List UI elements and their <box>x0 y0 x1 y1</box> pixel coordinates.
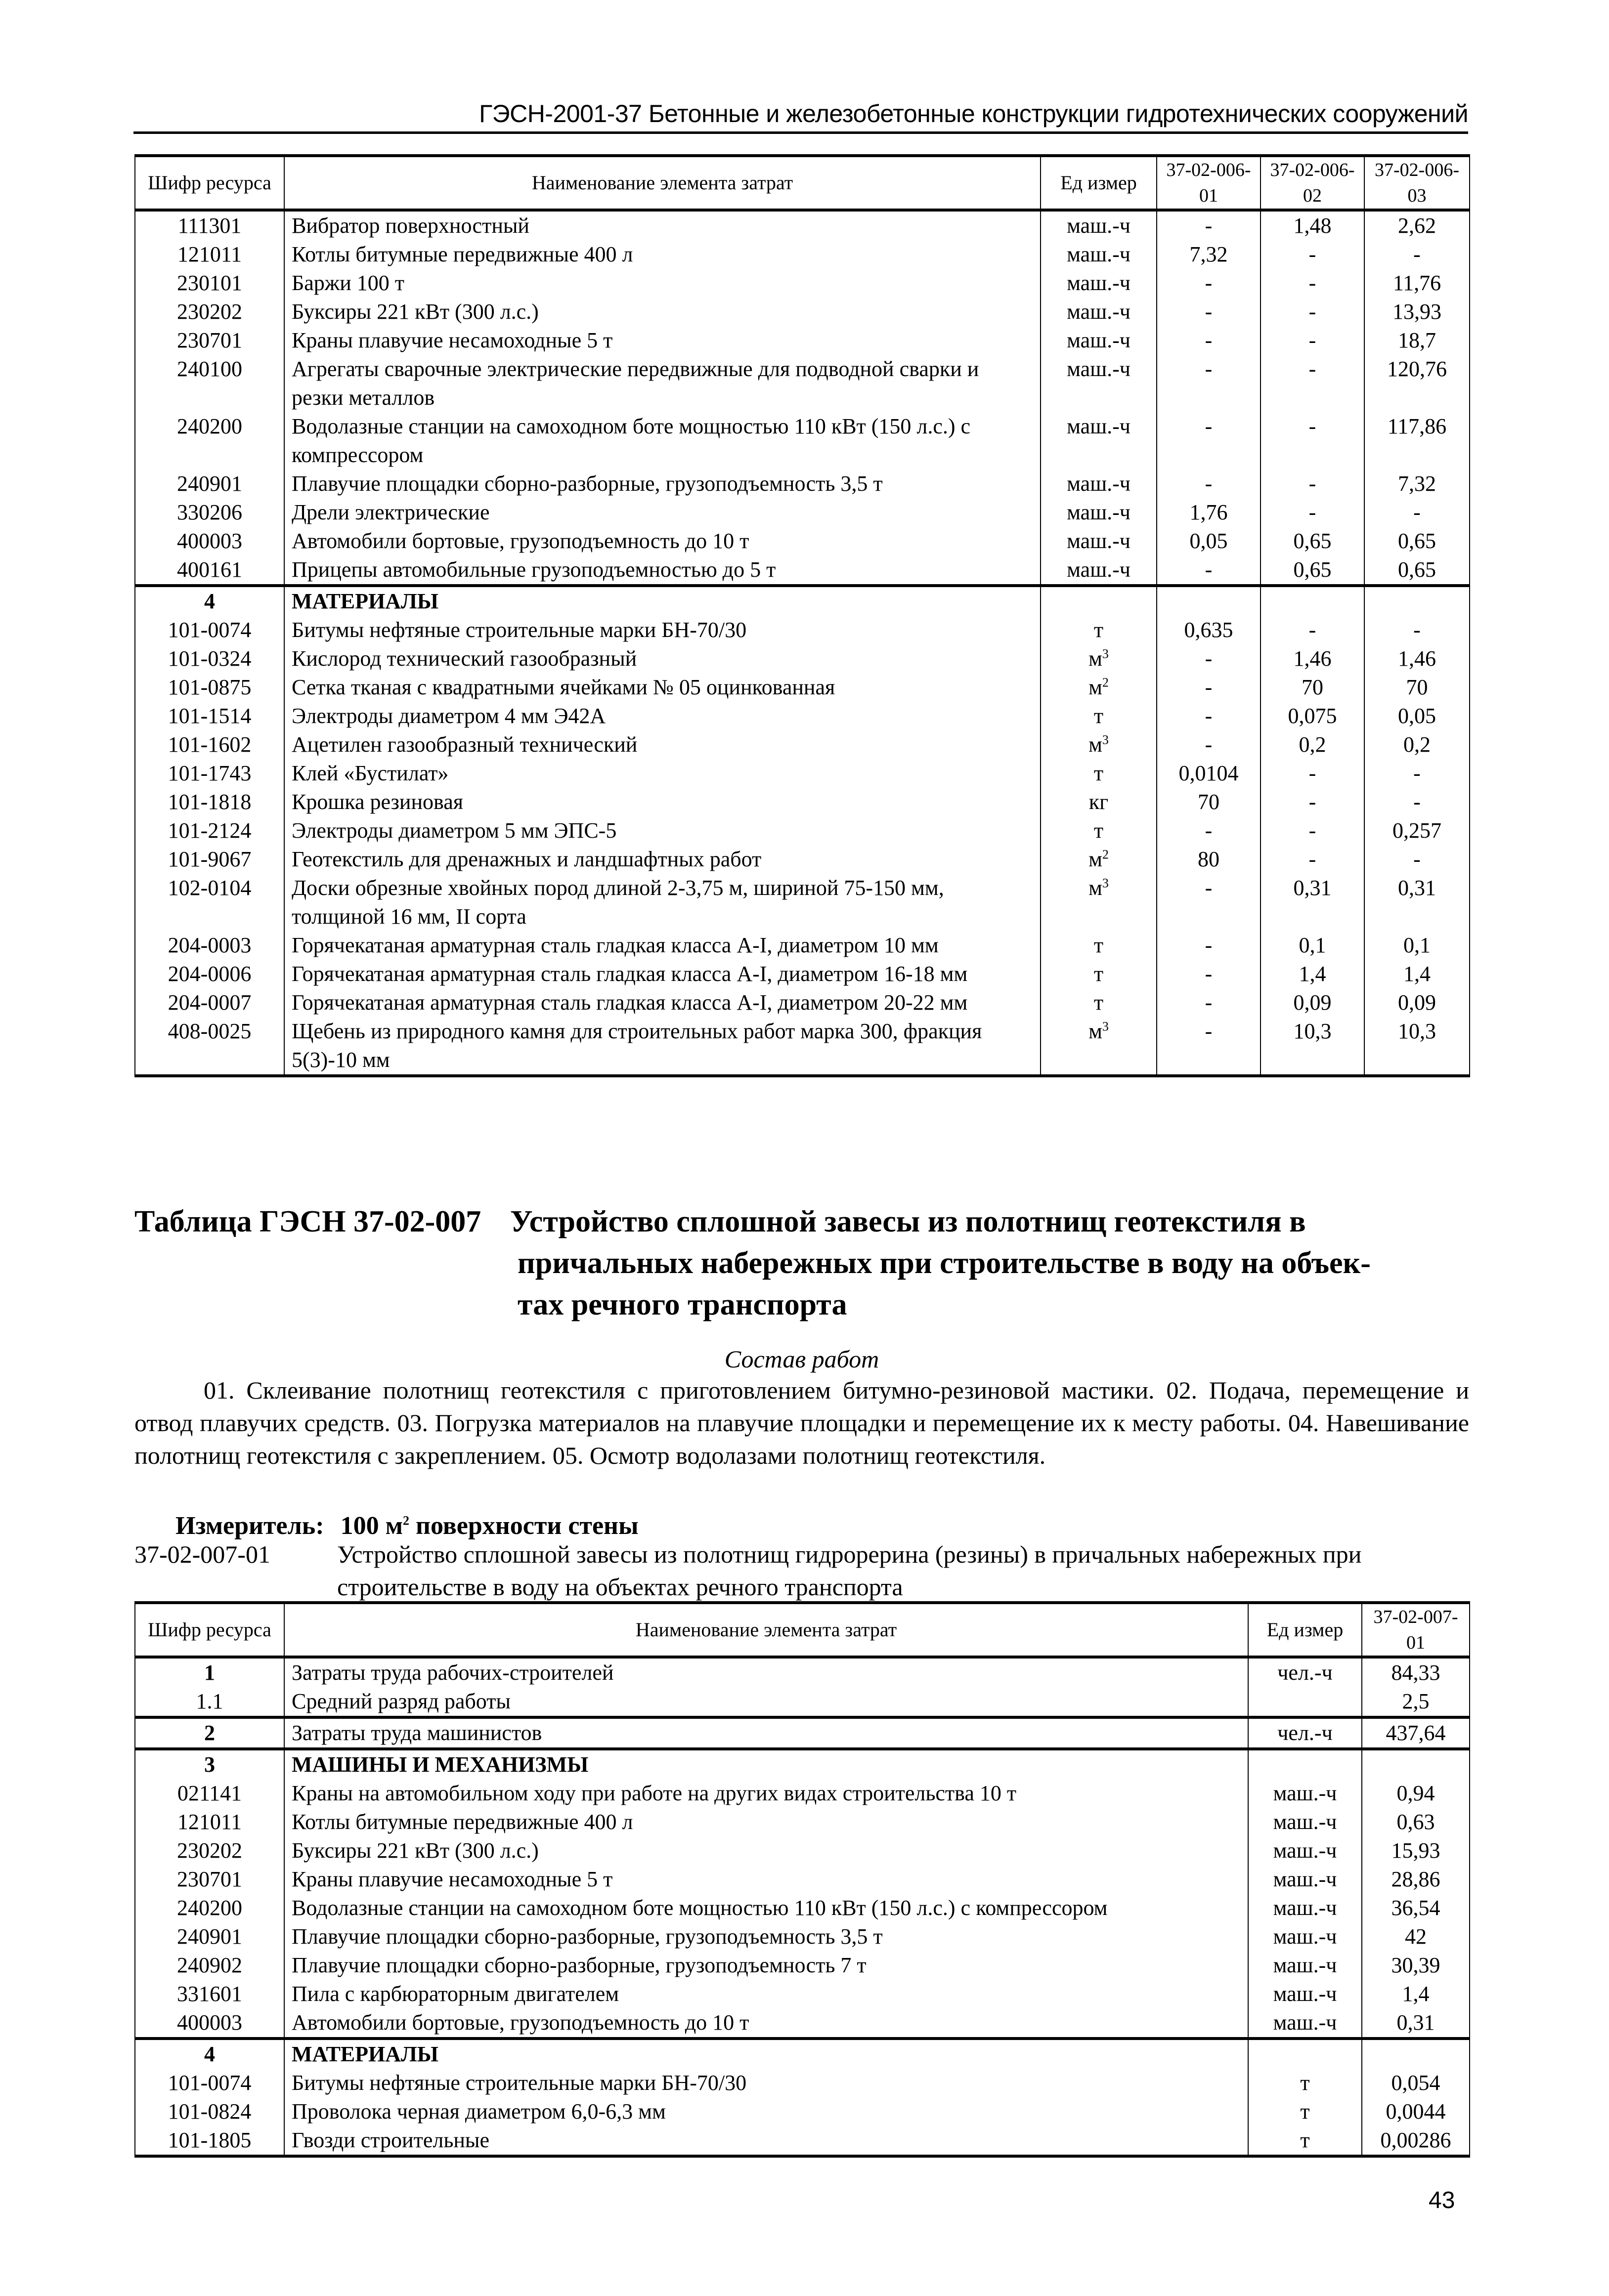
cell-unit: чел.-ч <box>1248 1717 1362 1749</box>
cell-code: 101-0324 <box>135 644 284 673</box>
cell-code: 101-2124 <box>135 816 284 845</box>
cell-name: Агрегаты сварочные электрические передвижные для подводной сварки и резки металлов <box>284 355 1041 412</box>
table-row <box>135 1922 1470 1951</box>
cell-unit: маш.-ч <box>1248 1951 1362 1980</box>
table-row <box>135 673 1470 702</box>
cell-value: 84,33 <box>1362 1657 1470 1687</box>
table-row <box>135 240 1470 269</box>
cell-code: 1 <box>135 1657 284 1687</box>
cell-value: 0,054 <box>1362 2069 1470 2097</box>
cell-value: 1,48 <box>1261 210 1364 240</box>
cell-code: 101-9067 <box>135 845 284 874</box>
cell-value: - <box>1157 702 1261 730</box>
cell-value: - <box>1261 498 1364 527</box>
cell-code: 330206 <box>135 498 284 527</box>
cell-code: 331601 <box>135 1980 284 2008</box>
cell-code: 400003 <box>135 527 284 555</box>
cell-unit: маш.-ч <box>1248 2008 1362 2039</box>
col-header-norm: 37-02-006-02 <box>1261 156 1364 210</box>
col-header-name: Наименование элемента затрат <box>284 156 1041 210</box>
cell-value: 0,65 <box>1364 527 1470 555</box>
norm-item <box>134 1538 1469 1603</box>
cell-unit: маш.-ч <box>1041 240 1157 269</box>
cell-value: 18,7 <box>1364 326 1470 355</box>
table-header-row <box>135 156 1470 210</box>
table-row <box>135 730 1470 759</box>
cell-value: 0,94 <box>1362 1779 1470 1808</box>
cell-value: - <box>1157 730 1261 759</box>
cell-code: 240100 <box>135 355 284 412</box>
cell-code: 240901 <box>135 1922 284 1951</box>
table-row <box>135 1865 1470 1894</box>
table-row <box>135 1017 1470 1076</box>
cell-value: - <box>1157 960 1261 988</box>
cell-value: 0,09 <box>1261 988 1364 1017</box>
cell-value: 0,257 <box>1364 816 1470 845</box>
cell-value: - <box>1364 240 1470 269</box>
table-row <box>135 469 1470 498</box>
cell-value: 0,0044 <box>1362 2097 1470 2126</box>
running-head: ГЭСН-2001-37 Бетонные и железобетонные конструкции гидротехнических сооружений <box>479 100 1468 128</box>
table-row <box>135 816 1470 845</box>
cell-value: - <box>1364 845 1470 874</box>
cell-code: 230701 <box>135 1865 284 1894</box>
cell-value: 0,65 <box>1261 527 1364 555</box>
cell-name: Горячекатаная арматурная сталь гладкая класса А-I, диаметром 20-22 мм <box>284 988 1041 1017</box>
cell-value: - <box>1157 326 1261 355</box>
table-row <box>135 960 1470 988</box>
cell-empty <box>1362 2039 1470 2069</box>
cell-value: - <box>1261 816 1364 845</box>
cell-value: 70 <box>1261 673 1364 702</box>
cell-name: Плавучие площадки сборно-разборные, грузоподъемность 3,5 т <box>284 1922 1248 1951</box>
cell-name: Ацетилен газообразный технический <box>284 730 1041 759</box>
cell-name: Котлы битумные передвижные 400 л <box>284 1808 1248 1836</box>
cell-value: - <box>1157 412 1261 469</box>
cell-name: Котлы битумные передвижные 400 л <box>284 240 1041 269</box>
cell-name: Буксиры 221 кВт (300 л.с.) <box>284 298 1041 326</box>
cell-unit: маш.-ч <box>1041 527 1157 555</box>
resource-table-37-02-007 <box>134 1601 1470 2158</box>
cell-value: 117,86 <box>1364 412 1470 469</box>
cell-value: - <box>1261 298 1364 326</box>
cell-unit: т <box>1248 2126 1362 2156</box>
cell-unit: т <box>1041 702 1157 730</box>
cell-value: - <box>1157 469 1261 498</box>
cell-value: 0,05 <box>1364 702 1470 730</box>
cell-name: Пила с карбюраторным двигателем <box>284 1980 1248 2008</box>
cell-unit: $м^3$ <box>1041 730 1157 759</box>
cell-code: 101-0074 <box>135 2069 284 2097</box>
cell-value: - <box>1157 1017 1261 1076</box>
cell-name: Краны на автомобильном ходу при работе на других видах строительства 10 т <box>284 1779 1248 1808</box>
cell-name: Щебень из природного камня для строительных работ марка 300, фракция 5(3)-10 мм <box>284 1017 1041 1076</box>
cell-value: - <box>1157 673 1261 702</box>
cell-value: - <box>1157 355 1261 412</box>
table-row <box>135 355 1470 412</box>
table-title-line: Устройство сплошной завесы из полотнищ геотекстиля в <box>510 1205 1306 1238</box>
cell-unit: кг <box>1041 788 1157 816</box>
cell-value: - <box>1364 759 1470 788</box>
cell-code: 230202 <box>135 1836 284 1865</box>
cell-code: 101-0074 <box>135 616 284 644</box>
table-row <box>135 931 1470 960</box>
cell-value: 28,86 <box>1362 1865 1470 1894</box>
cell-unit: маш.-ч <box>1248 1894 1362 1922</box>
cell-value: 0,05 <box>1157 527 1261 555</box>
table-row <box>135 1951 1470 1980</box>
cell-value: 0,31 <box>1362 2008 1470 2039</box>
cell-name: Геотекстиль для дренажных и ландшафтных работ <box>284 845 1041 874</box>
cell-name: Битумы нефтяные строительные марки БН-70/30 <box>284 616 1041 644</box>
table-row <box>135 1687 1470 1717</box>
meter-line <box>175 1511 639 1541</box>
cell-value: 0,31 <box>1261 874 1364 931</box>
cell-unit: маш.-ч <box>1041 498 1157 527</box>
cell-code: 230101 <box>135 269 284 298</box>
cell-value: 437,64 <box>1362 1717 1470 1749</box>
cell-value: - <box>1364 788 1470 816</box>
cell-code: 021141 <box>135 1779 284 1808</box>
cell-unit: маш.-ч <box>1041 326 1157 355</box>
table-row <box>135 2126 1470 2156</box>
section-title: МАТЕРИАЛЫ <box>284 586 1041 616</box>
cell-value: - <box>1261 240 1364 269</box>
cell-value: 0,635 <box>1157 616 1261 644</box>
cell-code: 101-1818 <box>135 788 284 816</box>
table-row <box>135 1808 1470 1836</box>
cell-value: 0,0104 <box>1157 759 1261 788</box>
cell-value: 0,09 <box>1364 988 1470 1017</box>
cell-value: 70 <box>1157 788 1261 816</box>
table-row <box>135 2008 1470 2039</box>
cell-value: - <box>1157 816 1261 845</box>
section-row-machines <box>135 1749 1470 1779</box>
cell-value: 2,62 <box>1364 210 1470 240</box>
cell-value: 80 <box>1157 845 1261 874</box>
composition-heading: Состав работ <box>724 1345 879 1373</box>
cell-unit: маш.-ч <box>1041 269 1157 298</box>
cell-unit: $м^2$ <box>1041 673 1157 702</box>
table-title-label: Таблица ГЭСН 37-02-007 <box>134 1205 481 1238</box>
cell-value: 0,1 <box>1261 931 1364 960</box>
cell-code: 204-0006 <box>135 960 284 988</box>
header-rule <box>133 131 1468 134</box>
cell-value: - <box>1261 326 1364 355</box>
cell-value: - <box>1261 788 1364 816</box>
cell-value: 0,63 <box>1362 1808 1470 1836</box>
table-title-line: причальных набережных при строительстве в воду на объек- <box>518 1246 1371 1280</box>
table-row <box>135 874 1470 931</box>
cell-value: - <box>1157 988 1261 1017</box>
table-row <box>135 1779 1470 1808</box>
cell-code: 101-0875 <box>135 673 284 702</box>
cell-code: 400161 <box>135 555 284 586</box>
cell-name: Доски обрезные хвойных пород длиной 2-3,75 м, шириной 75-150 мм, толщиной 16 мм, II сорта <box>284 874 1041 931</box>
cell-value: - <box>1261 469 1364 498</box>
cell-unit: маш.-ч <box>1248 1980 1362 2008</box>
cell-code: 240200 <box>135 1894 284 1922</box>
table-row <box>135 269 1470 298</box>
table-title <box>134 1201 1469 1325</box>
section-title: МАШИНЫ И МЕХАНИЗМЫ <box>284 1749 1248 1779</box>
cell-value: 1,76 <box>1157 498 1261 527</box>
cell-code: 2 <box>135 1717 284 1749</box>
cell-value: - <box>1157 210 1261 240</box>
cell-unit <box>1248 1687 1362 1717</box>
cell-unit: т <box>1041 931 1157 960</box>
cell-value: - <box>1157 555 1261 586</box>
cell-name: Вибратор поверхностный <box>284 210 1041 240</box>
cell-name: Автомобили бортовые, грузоподъемность до 10 т <box>284 527 1041 555</box>
cell-empty <box>1248 1749 1362 1779</box>
cell-value: - <box>1261 412 1364 469</box>
table-row <box>135 2097 1470 2126</box>
cell-empty <box>1248 2039 1362 2069</box>
cell-unit: $м^3$ <box>1041 644 1157 673</box>
table-row <box>135 326 1470 355</box>
cell-value: 1,46 <box>1261 644 1364 673</box>
table-row <box>135 527 1470 555</box>
cell-value: 1,4 <box>1362 1980 1470 2008</box>
page-number: 43 <box>1429 2187 1455 2213</box>
norm-item-description: Устройство сплошной завесы из полотнищ гидрорерина (резины) в причальных набережных при строительстве в воду на объектах речного транспорта <box>337 1540 1362 1601</box>
cell-unit: маш.-ч <box>1248 1836 1362 1865</box>
cell-value: 0,31 <box>1364 874 1470 931</box>
cell-value: 0,075 <box>1261 702 1364 730</box>
cell-code: 101-1743 <box>135 759 284 788</box>
cell-value: 2,5 <box>1362 1687 1470 1717</box>
cell-code: 121011 <box>135 240 284 269</box>
cell-name: Электроды диаметром 4 мм Э42А <box>284 702 1041 730</box>
cell-name: Затраты труда машинистов <box>284 1717 1248 1749</box>
cell-unit: маш.-ч <box>1041 469 1157 498</box>
table-row <box>135 2069 1470 2097</box>
cell-empty <box>1261 586 1364 616</box>
col-header-unit: Ед измер <box>1248 1603 1362 1657</box>
table-row <box>135 788 1470 816</box>
cell-value: 10,3 <box>1261 1017 1364 1076</box>
cell-value: - <box>1364 616 1470 644</box>
cell-unit: маш.-ч <box>1041 298 1157 326</box>
cell-name: Автомобили бортовые, грузоподъемность до 10 т <box>284 2008 1248 2039</box>
cell-name: Клей «Бустилат» <box>284 759 1041 788</box>
section-row-materials <box>135 2039 1470 2069</box>
cell-value: 0,2 <box>1364 730 1470 759</box>
cell-value: 7,32 <box>1364 469 1470 498</box>
table-title-line: тах речного транспорта <box>518 1288 847 1321</box>
cell-unit: т <box>1248 2069 1362 2097</box>
table-row <box>135 412 1470 469</box>
col-header-code: Шифр ресурса <box>135 1603 284 1657</box>
cell-name: Краны плавучие несамоходные 5 т <box>284 326 1041 355</box>
cell-unit: т <box>1041 759 1157 788</box>
col-header-name: Наименование элемента затрат <box>284 1603 1248 1657</box>
cell-value: - <box>1261 759 1364 788</box>
cell-name: Баржи 100 т <box>284 269 1041 298</box>
table-row <box>135 988 1470 1017</box>
cell-unit: маш.-ч <box>1041 555 1157 586</box>
cell-code: 408-0025 <box>135 1017 284 1076</box>
cell-name: Дрели электрические <box>284 498 1041 527</box>
cell-unit: т <box>1041 960 1157 988</box>
cell-code: 240901 <box>135 469 284 498</box>
cell-name: Сетка тканая с квадратными ячейками № 05 оцинкованная <box>284 673 1041 702</box>
cell-code: 230202 <box>135 298 284 326</box>
cell-value: - <box>1157 269 1261 298</box>
cell-unit: т <box>1041 988 1157 1017</box>
cell-unit: т <box>1041 616 1157 644</box>
cell-value: 1,4 <box>1261 960 1364 988</box>
table-header-row <box>135 1603 1470 1657</box>
table-row <box>135 1836 1470 1865</box>
table-row <box>135 1657 1470 1687</box>
cell-name: Средний разряд работы <box>284 1687 1248 1717</box>
cell-unit: маш.-ч <box>1248 1865 1362 1894</box>
table-row <box>135 1980 1470 2008</box>
composition-text: 01. Склеивание полотнищ геотекстиля с приготовлением битумно-резиновой мастики. 02. Подача, перемещение и отвод плавучих средств. 03. Погрузка материалов на плавучие площадки и перемещение их к месту работы. 04. Навешивание полотнищ геотекстиля с закреплением. 05. Осмотр водолазами полотнищ геотекстиля. <box>134 1376 1469 1469</box>
cell-value: 0,65 <box>1364 555 1470 586</box>
cell-value: 11,76 <box>1364 269 1470 298</box>
cell-unit: т <box>1041 816 1157 845</box>
cell-code: 101-1602 <box>135 730 284 759</box>
cell-value: - <box>1157 298 1261 326</box>
cell-value: 1,46 <box>1364 644 1470 673</box>
section-title: МАТЕРИАЛЫ <box>284 2039 1248 2069</box>
meter-value: 100 $м^2$ поверхности стены <box>340 1512 639 1540</box>
cell-value: 0,00286 <box>1362 2126 1470 2156</box>
cell-name: Горячекатаная арматурная сталь гладкая класса А-I, диаметром 16-18 мм <box>284 960 1041 988</box>
cell-code: 204-0007 <box>135 988 284 1017</box>
cell-name: Проволока черная диаметром 6,0-6,3 мм <box>284 2097 1248 2126</box>
cell-name: Прицепы автомобильные грузоподъемностью до 5 т <box>284 555 1041 586</box>
cell-name: Затраты труда рабочих-строителей <box>284 1657 1248 1687</box>
col-header-unit: Ед измер <box>1041 156 1157 210</box>
col-header-code: Шифр ресурса <box>135 156 284 210</box>
norm-item-code: 37-02-007-01 <box>134 1540 270 1568</box>
cell-value: 0,65 <box>1261 555 1364 586</box>
cell-code: 1.1 <box>135 1687 284 1717</box>
col-header-norm: 37-02-007-01 <box>1362 1603 1470 1657</box>
cell-unit: чел.-ч <box>1248 1657 1362 1687</box>
cell-empty <box>1041 586 1157 616</box>
table-row <box>135 555 1470 586</box>
cell-value: 0,2 <box>1261 730 1364 759</box>
cell-code: 400003 <box>135 2008 284 2039</box>
cell-unit: маш.-ч <box>1041 412 1157 469</box>
table-row <box>135 845 1470 874</box>
cell-unit: $м^3$ <box>1041 874 1157 931</box>
cell-value: - <box>1261 269 1364 298</box>
cell-name: Битумы нефтяные строительные марки БН-70/30 <box>284 2069 1248 2097</box>
cell-unit: маш.-ч <box>1248 1779 1362 1808</box>
section-number: 3 <box>135 1749 284 1779</box>
table-row <box>135 644 1470 673</box>
cell-code: 111301 <box>135 210 284 240</box>
meter-label: Измеритель: <box>175 1512 324 1540</box>
cell-name: Плавучие площадки сборно-разборные, грузоподъемность 7 т <box>284 1951 1248 1980</box>
section-number: 4 <box>135 586 284 616</box>
cell-value: 10,3 <box>1364 1017 1470 1076</box>
cell-unit: маш.-ч <box>1248 1808 1362 1836</box>
col-header-norm: 37-02-006-03 <box>1364 156 1470 210</box>
table-row <box>135 210 1470 240</box>
cell-value: 1,4 <box>1364 960 1470 988</box>
table-row <box>135 298 1470 326</box>
cell-name: Гвозди строительные <box>284 2126 1248 2156</box>
cell-value: 120,76 <box>1364 355 1470 412</box>
cell-name: Плавучие площадки сборно-разборные, грузоподъемность 3,5 т <box>284 469 1041 498</box>
cell-value: 13,93 <box>1364 298 1470 326</box>
cell-empty <box>1157 586 1261 616</box>
cell-code: 102-0104 <box>135 874 284 931</box>
cell-value: 7,32 <box>1157 240 1261 269</box>
cell-name: Кислород технический газообразный <box>284 644 1041 673</box>
cell-unit: $м^3$ <box>1041 1017 1157 1076</box>
cell-name: Водолазные станции на самоходном боте мощностью 110 кВт (150 л.с.) с компрессором <box>284 412 1041 469</box>
cell-value: - <box>1157 644 1261 673</box>
cell-value: 42 <box>1362 1922 1470 1951</box>
cell-value: 30,39 <box>1362 1951 1470 1980</box>
cell-code: 204-0003 <box>135 931 284 960</box>
cell-empty <box>1362 1749 1470 1779</box>
cell-value: - <box>1157 874 1261 931</box>
table-row <box>135 702 1470 730</box>
cell-value: - <box>1261 845 1364 874</box>
cell-value: - <box>1261 355 1364 412</box>
table-row <box>135 1894 1470 1922</box>
cell-unit: маш.-ч <box>1041 355 1157 412</box>
cell-value: 0,1 <box>1364 931 1470 960</box>
resource-table-37-02-006 <box>134 154 1470 1077</box>
cell-unit: маш.-ч <box>1041 210 1157 240</box>
cell-name: Буксиры 221 кВт (300 л.с.) <box>284 1836 1248 1865</box>
cell-code: 121011 <box>135 1808 284 1836</box>
cell-value: - <box>1157 931 1261 960</box>
table-row <box>135 616 1470 644</box>
cell-code: 101-1514 <box>135 702 284 730</box>
table-row <box>135 759 1470 788</box>
cell-value: 15,93 <box>1362 1836 1470 1865</box>
section-number: 4 <box>135 2039 284 2069</box>
cell-code: 101-0824 <box>135 2097 284 2126</box>
cell-empty <box>1364 586 1470 616</box>
table-row <box>135 498 1470 527</box>
cell-code: 240200 <box>135 412 284 469</box>
cell-name: Горячекатаная арматурная сталь гладкая класса А-I, диаметром 10 мм <box>284 931 1041 960</box>
cell-value: 36,54 <box>1362 1894 1470 1922</box>
cell-unit: маш.-ч <box>1248 1922 1362 1951</box>
cell-name: Краны плавучие несамоходные 5 т <box>284 1865 1248 1894</box>
section-row-materials <box>135 586 1470 616</box>
cell-unit: т <box>1248 2097 1362 2126</box>
cell-name: Электроды диаметром 5 мм ЭПС-5 <box>284 816 1041 845</box>
cell-code: 230701 <box>135 326 284 355</box>
cell-value: 70 <box>1364 673 1470 702</box>
cell-name: Водолазные станции на самоходном боте мощностью 110 кВт (150 л.с.) с компрессором <box>284 1894 1248 1922</box>
cell-name: Крошка резиновая <box>284 788 1041 816</box>
table-row <box>135 1717 1470 1749</box>
cell-value: - <box>1261 616 1364 644</box>
col-header-norm: 37-02-006-01 <box>1157 156 1261 210</box>
cell-code: 101-1805 <box>135 2126 284 2156</box>
cell-unit: $м^2$ <box>1041 845 1157 874</box>
cell-value: - <box>1364 498 1470 527</box>
cell-code: 240902 <box>135 1951 284 1980</box>
